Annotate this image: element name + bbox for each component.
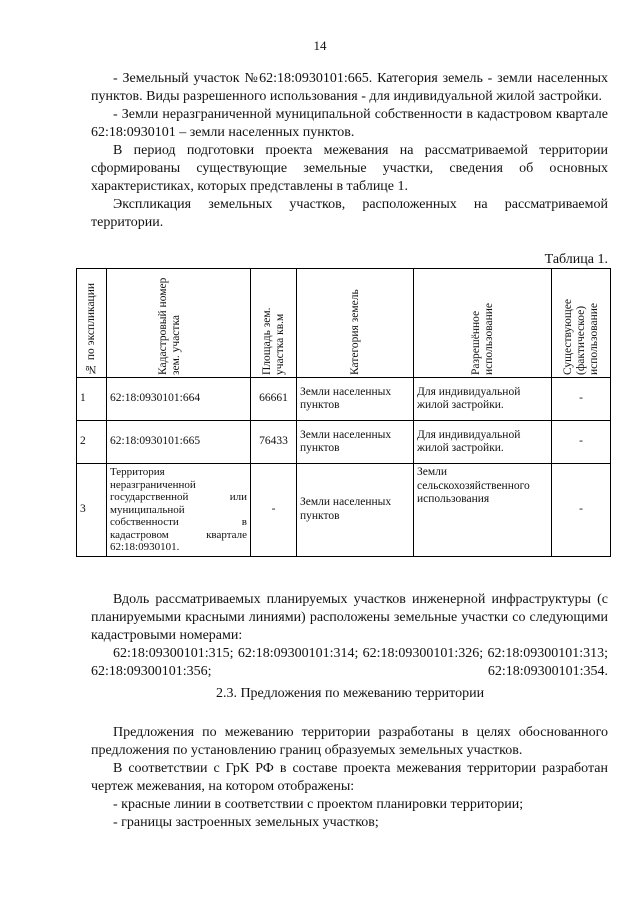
table-cell: Земли сельскохозяйственного использования [414,464,552,557]
intro-text [91,70,608,232]
table-cell: 3 [77,464,107,557]
list-item: - границы застроенных земельных участков; [113,815,379,830]
paragraph: В соответствии с ГрК РФ в составе проекта межевания территории разработан чертеж межевания, на котором отображены: [91,761,608,794]
paragraph: Экспликация земельных участков, расположенных на рассматриваемой территории. [91,197,608,230]
paragraph: - Земли неразграниченной муниципальной собственности в кадастровом квартале 62:18:0930101 – земли населенных пунктов. [91,107,608,140]
explication-table [76,268,611,557]
table-cell: Для индивидуальной жилой застройки. [414,378,552,421]
table-cell: Для индивидуальной жилой застройки. [414,421,552,464]
table-cell: Земли населенных пунктов [297,378,414,421]
paragraph: Предложения по межеванию территории разработаны в целях обоснованного предложения по установлению границ образуемых земельных участков. [91,725,608,758]
table-cell: Земли населенных пунктов [297,464,414,557]
column-header: Существующее (фактическое) использование [552,269,611,378]
paragraph: В период подготовки проекта межевания на рассматриваемой территории сформированы существующие земельные участки, сведения об основных характеристиках, которых представлены в таблице 1. [91,143,608,194]
table-cell: 76433 [251,421,297,464]
table-row [77,464,611,557]
page-number: 14 [313,38,327,53]
table-cell: 66661 [251,378,297,421]
table-caption: Таблица 1. [544,252,608,267]
paragraph: Вдоль рассматриваемых планируемых участков инженерной инфраструктуры (с планируемыми красными линиями) расположены земельные участки со следующими кадастровыми номерами: [91,592,608,643]
table-cell: - [552,378,611,421]
table-row [77,378,611,421]
paragraph: - Земельный участок №62:18:0930101:665. Категория земель - земли населенных пунктов. Виды разрешенного использования - для индивидуальной жилой застройки. [91,71,608,104]
list-item: - красные линии в соответствии с проектом планировки территории; [113,797,524,812]
section-heading: 2.3. Предложения по межеванию территории [215,686,485,701]
table-cell: - [552,464,611,557]
table-header-row [77,269,611,378]
table-cell: Земли населенных пунктов [297,421,414,464]
table-cell: 2 [77,421,107,464]
table-cell: - [251,464,297,557]
table-cell: 1 [77,378,107,421]
adjacent-parcels-text [91,591,608,681]
cadastral-numbers: 62:18:09300101:315; 62:18:09300101:314; 62:18:09300101:326; 62:18:09300101:313; 62:18:09300101:356; 62:18:09300101:354. [91,646,608,679]
column-header: Категория земель [297,269,414,378]
table-row [77,421,611,464]
column-header: Разрешённое использование [414,269,552,378]
proposals-text [91,724,608,832]
table-cell: 62:18:0930101:665 [107,421,251,464]
column-header: Площадь зем. участка кв.м [251,269,297,378]
column-header: № по экспликации [77,269,107,378]
table-cell: - [552,421,611,464]
table-cell: 62:18:0930101:664 [107,378,251,421]
table-cell: Территория неразграниченной государственной или муниципальной собственности в кадастровом квартале 62:18:0930101. [107,464,251,557]
column-header: Кадастровый номер зем. участка [107,269,251,378]
